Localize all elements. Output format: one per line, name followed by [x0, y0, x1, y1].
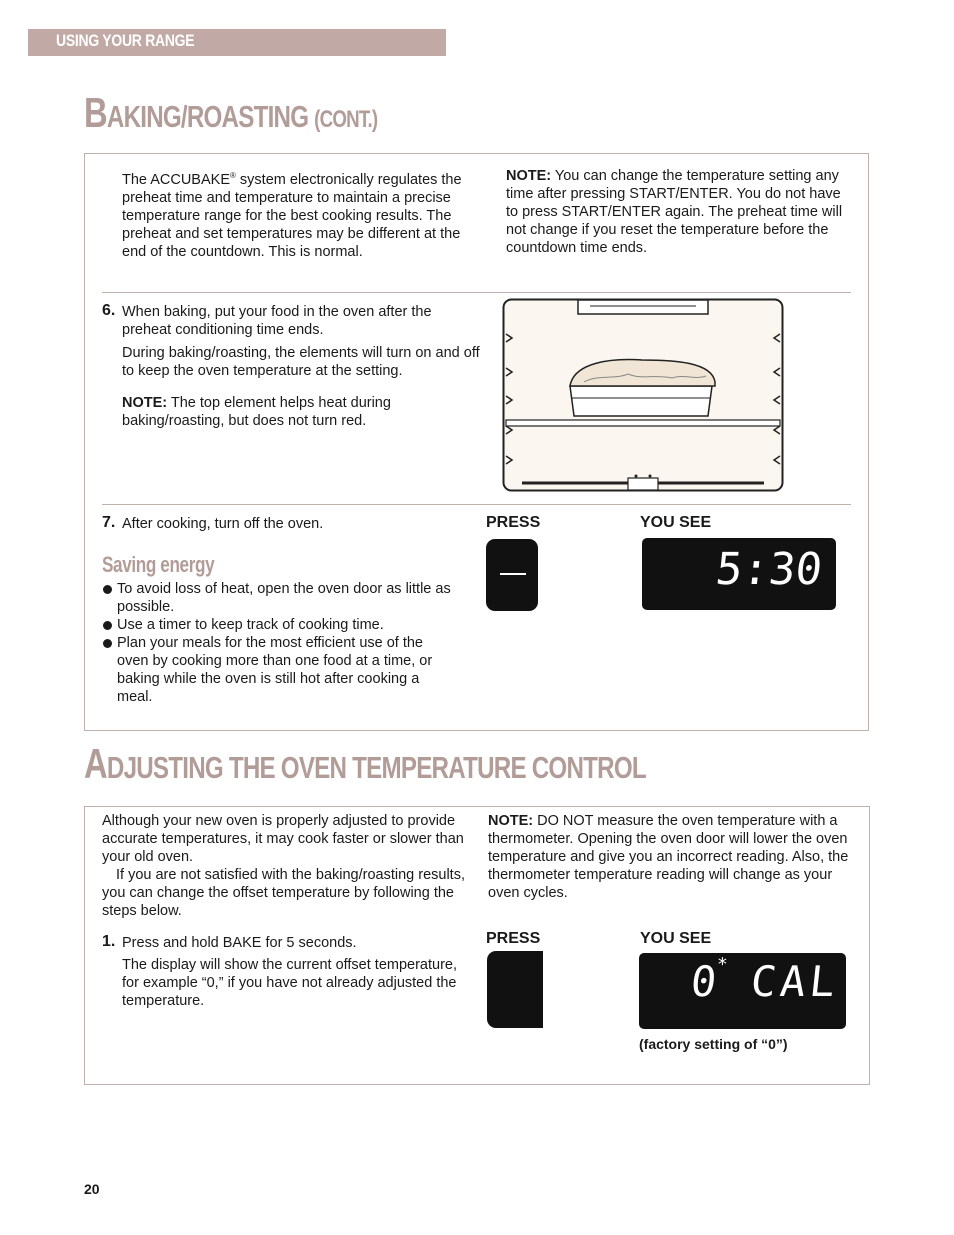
page-number: 20: [84, 1181, 100, 1197]
page-title-baking-roasting: BAKING/ROASTING (CONT.): [84, 89, 378, 136]
step-6-text: When baking, put your food in the oven after the preheat conditioning time ends.: [122, 304, 432, 338]
step-number: 6.: [102, 302, 116, 319]
step-1-text: Press and hold BAKE for 5 seconds.: [122, 935, 357, 951]
display-caption: (factory setting of “0”): [639, 1036, 788, 1052]
list-item: Plan your meals for the most efficient use of the oven by cooking more than one food at a time, or baking while the oven is still hot after cooking a meal.: [102, 634, 458, 706]
you-see-label: YOU SEE: [640, 930, 712, 947]
thermometer-note: NOTE: DO NOT measure the oven temperature with a thermometer. Opening the oven door will lower the oven temperature and give you an incorrect reading. Also, the thermometer temperature reading will change as your oven cycles.: [488, 813, 849, 901]
oven-display-calibration: [639, 953, 846, 1029]
step-number: 1.: [102, 933, 116, 950]
section-header-label: USING YOUR RANGE: [56, 31, 195, 50]
oven-interior-illustration: [502, 298, 784, 493]
bake-key: [487, 951, 543, 1028]
page-title-adjusting-temperature: ADJUSTING THE OVEN TEMPERATURE CONTROL: [84, 740, 646, 787]
off-cancel-key: [486, 539, 538, 611]
oven-display-time: [642, 538, 836, 610]
you-see-label: YOU SEE: [640, 514, 712, 531]
step-7-text: After cooking, turn off the oven.: [122, 516, 324, 532]
press-label: PRESS: [486, 514, 541, 531]
asterisk-icon: *: [717, 954, 728, 975]
step-1-paragraph: The display will show the current offset temperature, for example “0,” if you have not already adjusted the temperature.: [122, 957, 458, 1009]
list-item: To avoid loss of heat, open the oven door as little as possible.: [102, 580, 472, 616]
step-number: 7.: [102, 514, 116, 531]
adjusting-intro: Although your new oven is properly adjusted to provide accurate temperatures, it may cook faster or slower than your old oven. If you are not satisfied with the baking/roasting results, you can change the offset temperature by following the steps below.: [102, 813, 465, 919]
divider: [102, 504, 851, 505]
list-item: Use a timer to keep track of cooking time.: [102, 616, 472, 634]
saving-energy-list: [102, 580, 472, 706]
display-readout: 5:30: [713, 544, 825, 595]
section-header-bar: [28, 29, 446, 56]
divider: [102, 292, 851, 293]
accubake-intro: The ACCUBAKE® system electronically regulates the preheat time and temperature to maintain a precise temperature range for the best cooking results. The preheat and set temperatures may be different at the end of the countdown. This is normal.: [122, 171, 462, 260]
step-6-paragraph: During baking/roasting, the elements will turn on and off to keep the oven temperature at the setting.: [122, 345, 480, 379]
step-6-note: NOTE: The top element helps heat during baking/roasting, but does not turn red.: [122, 395, 391, 429]
display-readout: CAL: [748, 957, 842, 1006]
display-offset-value: 0: [688, 957, 719, 1006]
dash-icon: [500, 573, 526, 575]
temperature-note: NOTE: You can change the temperature setting any time after pressing START/ENTER. You do not have to press START/ENTER again. The preheat time will not change if you reset the temperature before the countdown time ends.: [506, 168, 843, 256]
saving-energy-heading: Saving energy: [102, 552, 215, 577]
press-label: PRESS: [486, 930, 541, 947]
